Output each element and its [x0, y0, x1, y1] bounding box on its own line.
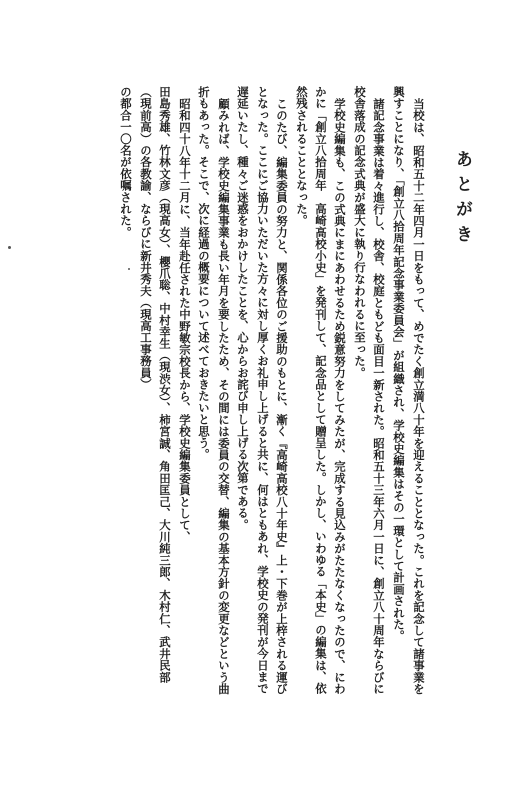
text-column: 折もあった。そこで、次に経過の概要について述べておきたいと思う。 — [197, 86, 211, 461]
scan-speck — [8, 246, 11, 249]
text-column: 田島秀雄、竹林文彦（現高女）、櫻爪聡、中村幸生（現渋女）、柿宮誠、角田匡己、大川純三郎、木村仁、武井民部 — [158, 86, 172, 683]
text-column: 学校史編集も、この式典にまにあわせるため鋭意努力をしてみたが、完成する見込みがたたなくなったので、にわ — [333, 98, 347, 695]
text-column: 興すことになり、「創立八拾周年記念事業委員会」が組織され、学校史編集はその一環として計画された。 — [392, 86, 406, 642]
text-column: 校舎落成の記念式典が盛大に執り行なわれるに至った。 — [353, 86, 367, 379]
text-column: このたび、編集委員の努力と、関係各位のご援助のもとに、漸く『高崎高校八十年史』上・下巻が上梓される運び — [275, 98, 289, 695]
text-column: かに「創立八拾周年 高崎高校小史」を発刊して、記念品として贈呈した。しかし、いわゆる「本史」の編集は、依 — [314, 86, 328, 695]
text-column: となった。ここにご協力いただいた方々に対し厚くお礼申し上げると共に、何はともあれ、学校史の発刊が今日まで — [256, 86, 270, 695]
text-column: 顧みれば、学校史編集事業も長い年月を要したため、その間には委員の交替、編集の基本方針の変更などという曲 — [217, 98, 231, 695]
text-column: の都合一〇名が依嘱された。 — [119, 86, 133, 239]
page-title: あとがき — [452, 150, 472, 250]
text-column: 当校は、昭和五十二年四月一日をもって、めでたく創立満八十年を迎えることとなった。これを記念して諸事業を — [412, 98, 426, 695]
text-column: 諸記念事業は着々進行し、校舎、校庭ともども面目一新された。昭和五十三年六月一日に、創立八十周年ならびに — [372, 98, 386, 695]
text-column: 昭和四十八年十二月に、当年赴任された中野敏宗校長から、学校史編集委員として、 — [178, 98, 192, 543]
text-column: 遅延いたし、種々ご迷惑をおかけしたことを、心からお詫び申し上げる次第である。 — [236, 86, 250, 531]
scan-speck — [128, 268, 130, 270]
text-column: （現前高）の各教諭、ならびに新井秀夫（現高工事務員） — [139, 86, 153, 391]
text-column: 然残されることとなった。 — [295, 86, 309, 227]
